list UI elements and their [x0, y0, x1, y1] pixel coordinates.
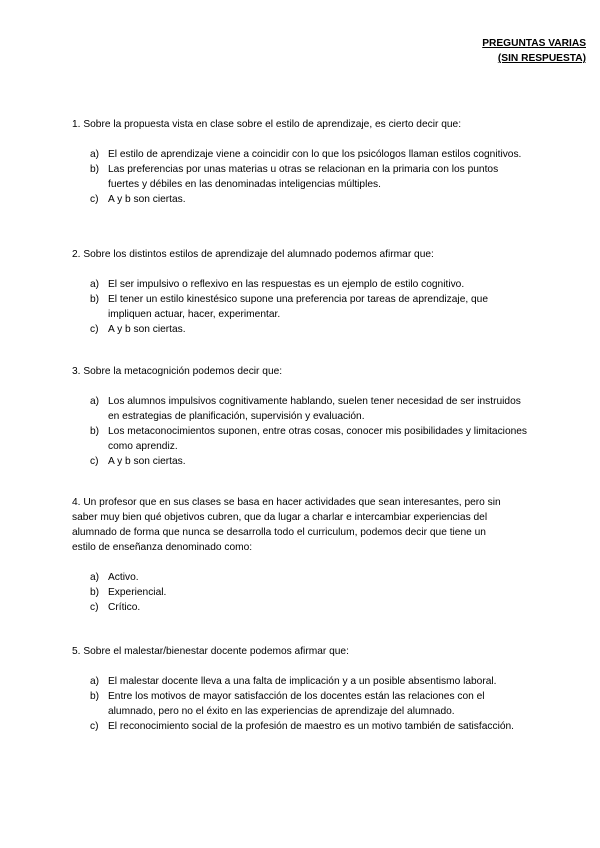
option-text: Los alumnos impulsivos cognitivamente hablando, suelen tener necesidad de ser instruidos en estrategias de planificación, supervisión y evaluación. [108, 396, 521, 422]
options-list [72, 394, 532, 469]
option-letter: b) [90, 587, 100, 598]
option-letter: b) [90, 691, 100, 702]
option-c [90, 600, 532, 615]
option-letter: a) [90, 676, 100, 687]
option-b [90, 424, 532, 454]
option-letter: c) [90, 602, 99, 613]
option-a [90, 394, 532, 424]
document-header [482, 36, 586, 66]
option-letter: a) [90, 396, 100, 407]
question-text: 4. Un profesor que en sus clases se basa en hacer actividades que sean interesantes, pero sin saber muy bien qué objetivos cubren, que da lugar a charlar e intercambiar experiencias del alumnado de forma que nunca se desarrolla todo el curriculum, podemos decir que tiene un estilo de enseñanza denominado como: [72, 497, 501, 553]
header-subtitle: (SIN RESPUESTA) [497, 53, 586, 64]
option-letter: a) [90, 279, 100, 290]
option-a [90, 674, 532, 689]
question-text: 5. Sobre el malestar/bienestar docente podemos afirmar que: [72, 646, 349, 657]
option-letter: b) [90, 164, 100, 175]
option-text: A y b son ciertas. [108, 194, 186, 205]
option-letter: c) [90, 194, 99, 205]
option-a [90, 570, 532, 585]
question-2 [72, 247, 532, 337]
option-c [90, 322, 532, 337]
option-letter: c) [90, 456, 99, 467]
option-letter: b) [90, 294, 100, 305]
option-text: El ser impulsivo o reflexivo en las respuestas es un ejemplo de estilo cognitivo. [108, 279, 465, 290]
option-text: Los metaconocimientos suponen, entre otras cosas, conocer mis posibilidades y limitaciones como aprendiz. [108, 426, 528, 452]
option-c [90, 192, 532, 207]
question-text: 1. Sobre la propuesta vista en clase sobre el estilo de aprendizaje, es cierto decir que: [72, 119, 462, 130]
options-list [72, 277, 532, 337]
option-c [90, 454, 532, 469]
option-text: Entre los motivos de mayor satisfacción de los docentes están las relaciones con el alumnado, pero no el éxito en las experiencias de aprendizaje del alumnado. [108, 691, 485, 717]
question-4 [72, 495, 532, 615]
option-text: Crítico. [108, 602, 141, 613]
option-letter: c) [90, 721, 99, 732]
option-text: Las preferencias por unas materias u otras se relacionan en la primaria con los puntos fuertes y débiles en las denominadas inteligencias múltiples. [108, 164, 499, 190]
question-5 [72, 644, 532, 734]
option-b [90, 162, 532, 192]
header-title: PREGUNTAS VARIAS [482, 38, 586, 49]
option-text: Activo. [108, 572, 139, 583]
option-b [90, 292, 532, 322]
option-text: A y b son ciertas. [108, 456, 186, 467]
option-a [90, 147, 532, 162]
option-text: El reconocimiento social de la profesión de maestro es un motivo también de satisfacción. [108, 721, 515, 732]
option-text: El estilo de aprendizaje viene a coincidir con lo que los psicólogos llaman estilos cognitivos. [108, 149, 522, 160]
option-a [90, 277, 532, 292]
option-b [90, 689, 532, 719]
question-text: 2. Sobre los distintos estilos de aprendizaje del alumnado podemos afirmar que: [72, 249, 434, 260]
option-text: A y b son ciertas. [108, 324, 186, 335]
option-letter: a) [90, 572, 100, 583]
option-c [90, 719, 532, 734]
question-1 [72, 117, 532, 207]
option-letter: c) [90, 324, 99, 335]
option-b [90, 585, 532, 600]
option-letter: b) [90, 426, 100, 437]
option-text: El tener un estilo kinestésico supone una preferencia por tareas de aprendizaje, que impliquen actuar, hacer, experimentar. [108, 294, 489, 320]
option-text: El malestar docente lleva a una falta de implicación y a un posible absentismo laboral. [108, 676, 497, 687]
option-text: Experiencial. [108, 587, 167, 598]
options-list [72, 570, 532, 615]
options-list [72, 674, 532, 734]
option-letter: a) [90, 149, 100, 160]
question-3 [72, 364, 532, 469]
options-list [72, 147, 532, 207]
question-text: 3. Sobre la metacognición podemos decir que: [72, 366, 283, 377]
